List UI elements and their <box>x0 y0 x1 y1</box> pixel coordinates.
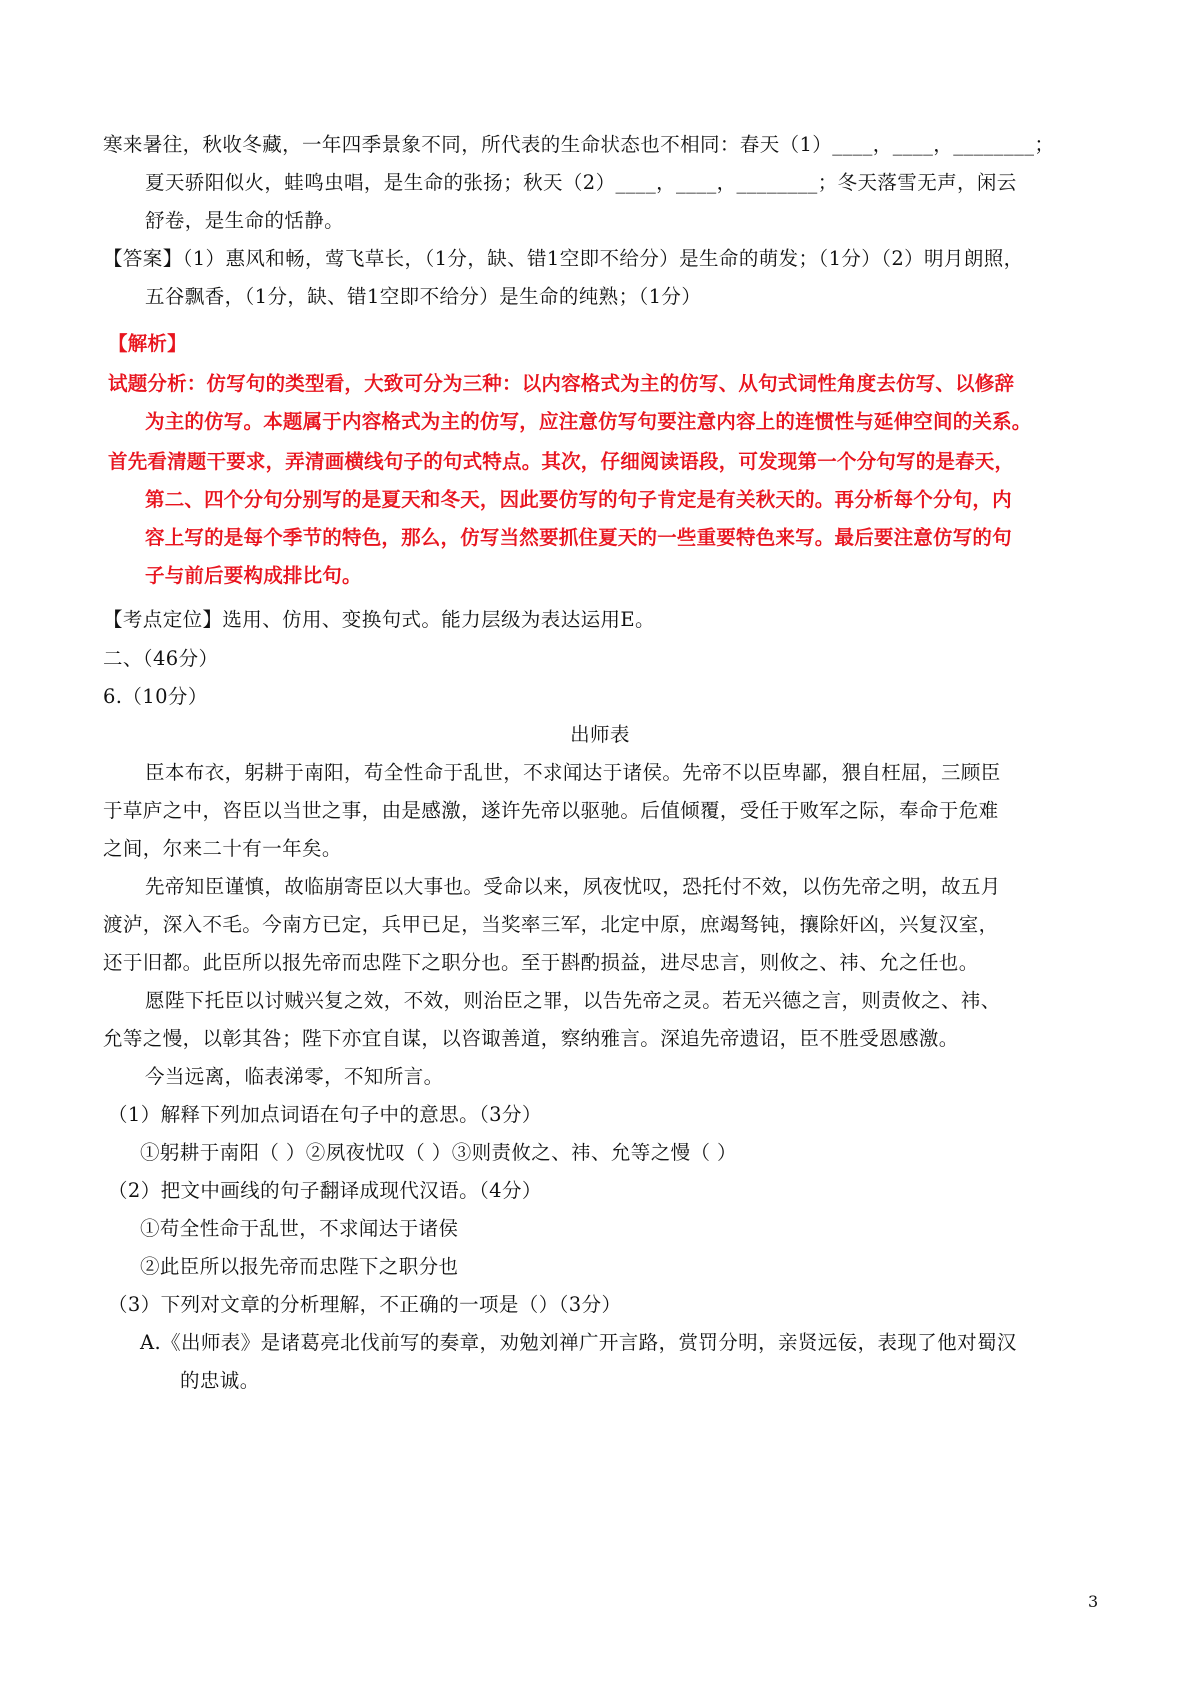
passage-line-7: 愿陛下托臣以讨贼兴复之效，不效，则治臣之罪，以告先帝之灵。若无兴德之言，则责攸之、祎、 <box>145 989 1001 1012</box>
passage-title: 出师表 <box>570 723 630 746</box>
q5-answer-line-1: 【答案】（1）惠风和畅，莺飞草长，（1分，缺、错1空即不给分）是生命的萌发；（1分）（2）明月朗照， <box>103 247 1024 270</box>
sub3-option-a-line-1: A.《出师表》是诸葛亮北伐前写的奏章，劝勉刘禅广开言路，赏罚分明，亲贤远佞，表现了他对蜀汉 <box>140 1331 1017 1354</box>
passage-line-4: 先帝知臣谨慎，故临崩寄臣以大事也。受命以来，夙夜忧叹，恐托付不效，以伤先帝之明，故五月 <box>145 875 1001 898</box>
sub3-prompt: （3）下列对文章的分析理解，不正确的一项是（）（3分） <box>108 1293 622 1316</box>
section-heading: 二、（46分） <box>103 647 219 670</box>
analysis-line-4: 第二、四个分句分别写的是夏天和冬天，因此要仿写的句子肯定是有关秋天的。再分析每个分句，内 <box>145 488 1012 511</box>
q5-prompt-line-1: 寒来暑往，秋收冬藏，一年四季景象不同，所代表的生命状态也不相同：春天（1）____，____，________； <box>103 133 1055 156</box>
passage-line-2: 于草庐之中，咨臣以当世之事，由是感激，遂许先帝以驱驰。后值倾覆，受任于败军之际，奉命于危难 <box>103 799 999 822</box>
analysis-line-6: 子与前后要构成排比句。 <box>145 564 362 587</box>
analysis-line-1: 试题分析：仿写句的类型看，大致可分为三种：以内容格式为主的仿写、从句式词性角度去仿写、以修辞 <box>108 372 1015 395</box>
analysis-line-2: 为主的仿写。本题属于内容格式为主的仿写，应注意仿写句要注意内容上的连惯性与延伸空间的关系。 <box>145 410 1032 433</box>
sub1-items: ①躬耕于南阳（ ）②夙夜忧叹（ ）③则责攸之、祎、允等之慢（ ） <box>140 1141 737 1164</box>
q5-prompt-line-3: 舒卷，是生命的恬静。 <box>145 209 345 232</box>
passage-line-1: 臣本布衣，躬耕于南阳，苟全性命于乱世，不求闻达于诸侯。先帝不以臣卑鄙，猥自枉屈，三顾臣 <box>145 761 1001 784</box>
passage-line-9: 今当远离，临表涕零，不知所言。 <box>145 1065 444 1088</box>
passage-line-8: 允等之慢，以彰其咎；陛下亦宜自谋，以咨诹善道，察纳雅言。深追先帝遗诏，臣不胜受恩感激。 <box>103 1027 959 1050</box>
passage-line-5: 渡泸，深入不毛。今南方已定，兵甲已足，当奖率三军，北定中原，庶竭驽钝，攘除奸凶，兴复汉室， <box>103 913 999 936</box>
sub2-item-1: ①苟全性命于乱世，不求闻达于诸侯 <box>140 1217 459 1240</box>
sub1-prompt: （1）解释下列加点词语在句子中的意思。（3分） <box>108 1103 542 1126</box>
sub2-item-2: ②此臣所以报先帝而忠陛下之职分也 <box>140 1255 459 1278</box>
q5-answer-line-2: 五谷飘香，（1分，缺、错1空即不给分）是生命的纯熟；（1分） <box>145 285 702 308</box>
q5-prompt-line-2: 夏天骄阳似火，蛙鸣虫唱，是生命的张扬；秋天（2）____，____，________；冬天落雪无声，闲云 <box>145 171 1017 194</box>
kaodian-line: 【考点定位】选用、仿用、变换句式。能力层级为表达运用E。 <box>103 608 655 631</box>
sub2-prompt: （2）把文中画线的句子翻译成现代汉语。（4分） <box>108 1179 542 1202</box>
passage-line-3: 之间，尔来二十有一年矣。 <box>103 837 342 860</box>
analysis-line-3: 首先看清题干要求，弄清画横线句子的句式特点。其次，仔细阅读语段，可发现第一个分句写的是春天， <box>108 450 1015 473</box>
analysis-heading: 【解析】 <box>108 332 187 355</box>
sub3-option-a-line-2: 的忠诚。 <box>180 1369 260 1392</box>
analysis-line-5: 容上写的是每个季节的特色，那么，仿写当然要抓住夏天的一些重要特色来写。最后要注意仿写的句 <box>145 526 1012 549</box>
q6-heading: 6.（10分） <box>103 685 208 708</box>
page-number: 3 <box>1088 1592 1099 1611</box>
passage-line-6: 还于旧都。此臣所以报先帝而忠陛下之职分也。至于斟酌损益，进尽忠言，则攸之、祎、允之任也。 <box>103 951 979 974</box>
